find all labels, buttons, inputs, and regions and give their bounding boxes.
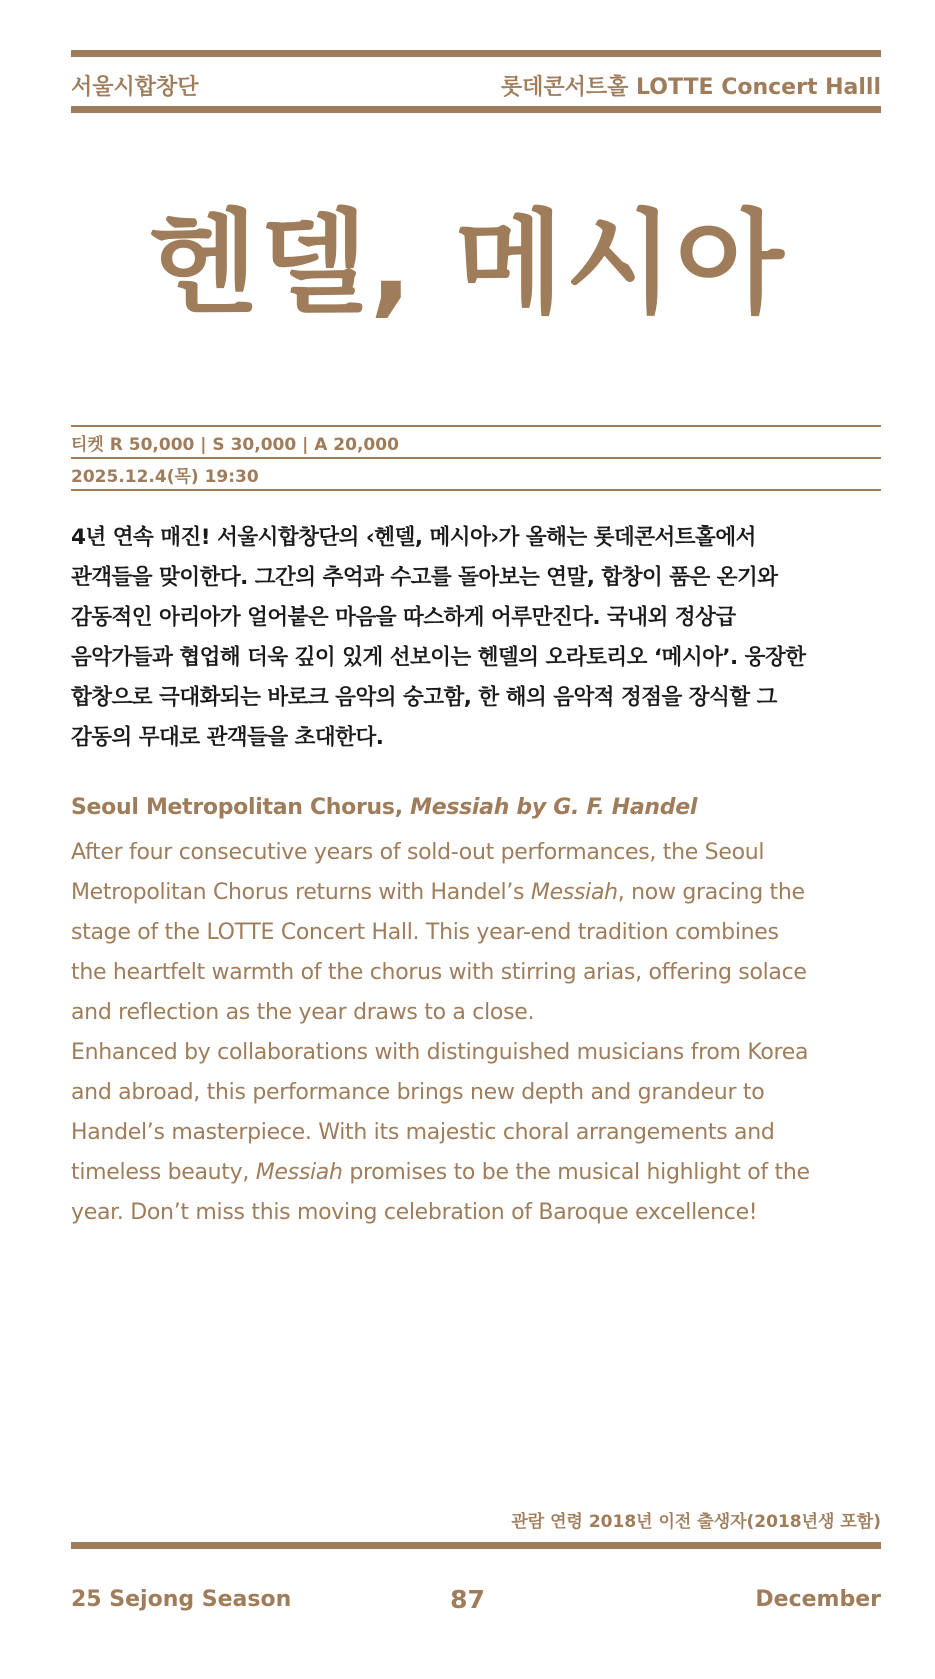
header-organization: 서울시합창단	[71, 75, 199, 100]
ticket-prices: 티켓 R 50,000 | S 30,000 | A 20,000	[71, 435, 399, 455]
korean-line: 4년 연속 매진! 서울시합창단의 ‹헨델, 메시아›가 올해는 롯데콘서트홀에서	[71, 525, 756, 550]
footer-month: December	[755, 1587, 881, 1612]
footer-season: 25 Sejong Season	[71, 1587, 292, 1612]
english-heading-regular: Seoul Metropolitan Chorus,	[71, 795, 411, 820]
korean-line: 감동의 무대로 관객들을 초대한다.	[71, 725, 384, 750]
info-rule-top	[71, 425, 881, 427]
english-line: the heartfelt warmth of the chorus with stirring arias, offering solace	[71, 960, 807, 985]
english-text: promises to be the musical highlight of the	[342, 1160, 810, 1185]
page-number: 87	[450, 1585, 485, 1614]
english-line: stage of the LOTTE Concert Hall. This year-end tradition combines	[71, 920, 779, 945]
info-rule-middle	[71, 457, 881, 459]
english-italic-title: Messiah	[255, 1160, 343, 1185]
english-line: Handel’s masterpiece. With its majestic choral arrangements and	[71, 1120, 775, 1145]
korean-line: 합창으로 극대화되는 바로크 음악의 숭고함, 한 해의 음악적 정점을 장식할 그	[71, 685, 777, 710]
footer-rule	[71, 1542, 881, 1549]
english-text: , now gracing the	[617, 880, 805, 905]
english-line: and abroad, this performance brings new depth and grandeur to	[71, 1080, 765, 1105]
korean-line: 관객들을 맞이한다. 그간의 추억과 수고를 돌아보는 연말, 합창이 품은 온기와	[71, 565, 778, 590]
korean-line: 음악가들과 협업해 더욱 깊이 있게 선보이는 헨델의 오라토리오 ‘메시아’. 웅장한	[71, 645, 806, 670]
age-notice: 관람 연령 2018년 이전 출생자(2018년생 포함)	[511, 1512, 881, 1532]
english-line: Enhanced by collaborations with distinguished musicians from Korea	[71, 1040, 809, 1065]
page-title: 헨델, 메시아	[149, 199, 786, 329]
header-top-rule	[71, 50, 881, 57]
english-line: year. Don’t miss this moving celebration of Baroque excellence!	[71, 1200, 758, 1225]
english-text: timeless beauty,	[71, 1160, 256, 1185]
info-rule-bottom	[71, 489, 881, 491]
english-heading-italic: Messiah by G. F. Handel	[410, 795, 698, 820]
header-venue: 롯데콘서트홀 LOTTE Concert Halll	[500, 75, 881, 100]
english-italic-title: Messiah	[530, 880, 618, 905]
english-line	[71, 873, 881, 913]
english-description	[71, 833, 881, 1233]
performance-datetime: 2025.12.4(목) 19:30	[71, 467, 259, 487]
english-line	[71, 1153, 881, 1193]
english-heading	[71, 795, 881, 820]
korean-line: 감동적인 아리아가 얼어붙은 마음을 따스하게 어루만진다. 국내외 정상급	[71, 605, 736, 630]
english-line: After four consecutive years of sold-out performances, the Seoul	[71, 840, 765, 865]
english-text: Metropolitan Chorus returns with Handel’s	[71, 880, 531, 905]
header-bottom-rule	[71, 106, 881, 113]
korean-description	[71, 518, 881, 758]
english-line: and reflection as the year draws to a close.	[71, 1000, 535, 1025]
